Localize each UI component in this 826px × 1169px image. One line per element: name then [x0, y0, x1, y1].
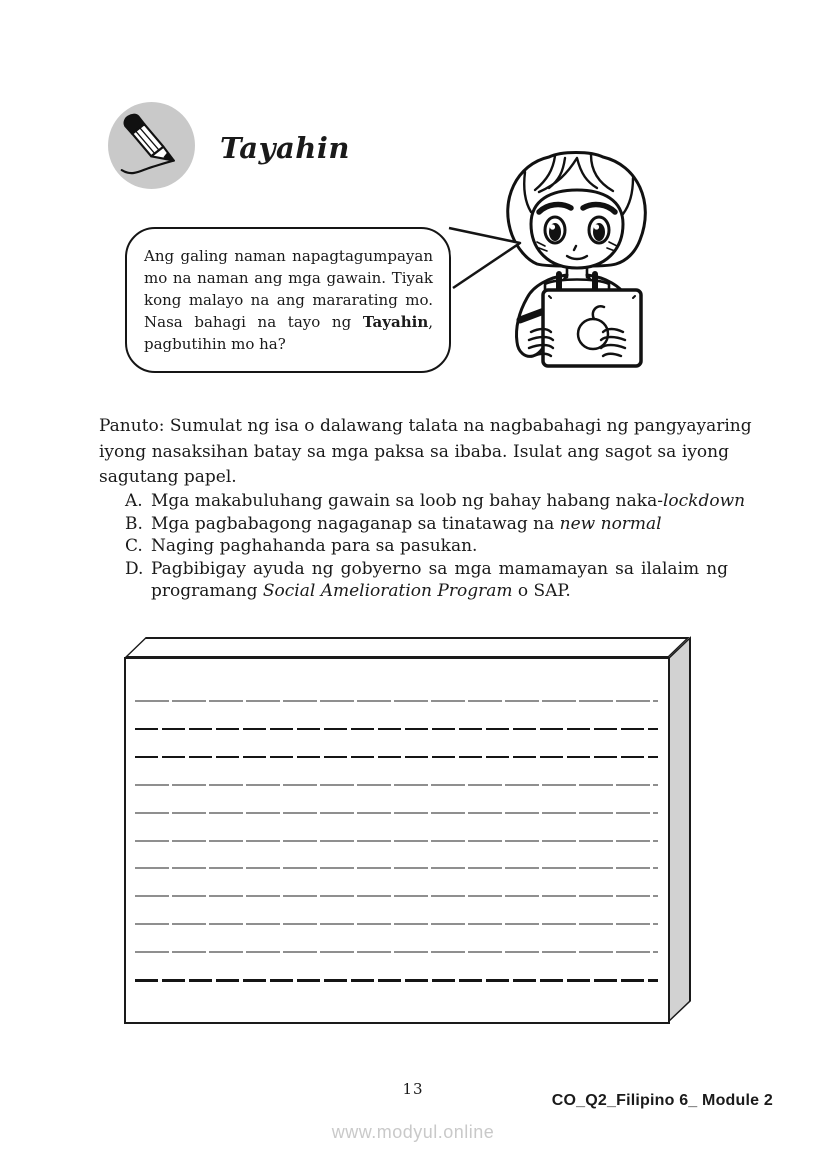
- answer-line: [135, 979, 658, 982]
- topic-letter: B.: [125, 513, 143, 534]
- topic-letter: D.: [125, 558, 144, 579]
- speech-bubble-line: pagbutihin mo ha?: [144, 335, 286, 353]
- italic-term: lockdown: [662, 491, 746, 511]
- answer-line: [135, 756, 658, 759]
- answer-line: [135, 951, 658, 953]
- answer-sheet-front: [124, 657, 670, 1024]
- speech-bubble-line: kong malayo na ang mararating mo.: [144, 291, 433, 309]
- answer-line: [135, 895, 658, 897]
- speech-bubble-tail: [443, 220, 543, 300]
- answer-line: [135, 867, 658, 869]
- pencil-icon: [114, 106, 192, 184]
- topics-list: [125, 490, 746, 603]
- answer-sheet-side-edge: [668, 636, 691, 1023]
- instructions-line: sagutang papel.: [99, 467, 237, 487]
- instructions-line: Panuto: Sumulat ng isa o dalawang talata na nagbabahagi ng pangyayaring: [99, 416, 752, 436]
- section-title: Tayahin: [220, 131, 350, 165]
- italic-term: new normal: [559, 513, 662, 534]
- answer-line: [135, 812, 658, 814]
- instructions-line: iyong nasaksihan batay sa mga paksa sa ibaba. Isulat ang sagot sa iyong: [99, 441, 729, 462]
- italic-term: Social Amelioration Program: [262, 581, 513, 602]
- footer-module-label: CO_Q2_Filipino 6_ Module 2: [551, 1092, 773, 1109]
- page-number: 13: [402, 1080, 424, 1098]
- answer-line: [135, 784, 658, 786]
- speech-bubble: [125, 227, 451, 373]
- topic-letter: C.: [125, 536, 143, 557]
- answer-line: [135, 728, 658, 731]
- speech-bubble-line: Ang galing naman napagtagumpayan: [144, 247, 433, 265]
- speech-bubble-line: mo na naman ang mga gawain. Tiyak: [144, 269, 433, 287]
- topic-letter: A.: [125, 491, 143, 511]
- answer-line: [135, 923, 658, 925]
- instructions: [99, 414, 752, 491]
- speech-bubble-line: Nasa bahagi na tayo ng Tayahin,: [144, 313, 433, 331]
- topic-item-c: C. Naging paghahanda para sa pasukan.: [125, 536, 478, 557]
- topic-item-d: D. Pagbibigay ayuda ng gobyerno sa mga mamamayan sa ilalaim ng programang Social Amelioration Program o SAP.: [125, 558, 728, 602]
- bold-keyword: Tayahin: [362, 313, 429, 331]
- answer-sheet-top-edge: [124, 637, 690, 658]
- pencil-icon-circle: [108, 102, 195, 189]
- topic-item-a: A. Mga makabuluhang gawain sa loob ng bahay habang naka-lockdown: [125, 491, 746, 511]
- watermark: www.modyul.online: [331, 1122, 495, 1142]
- answer-line: [135, 700, 658, 702]
- answer-line: [135, 840, 658, 842]
- topic-item-b: B. Mga pagbabagong nagaganap sa tinatawag na new normal: [125, 513, 662, 534]
